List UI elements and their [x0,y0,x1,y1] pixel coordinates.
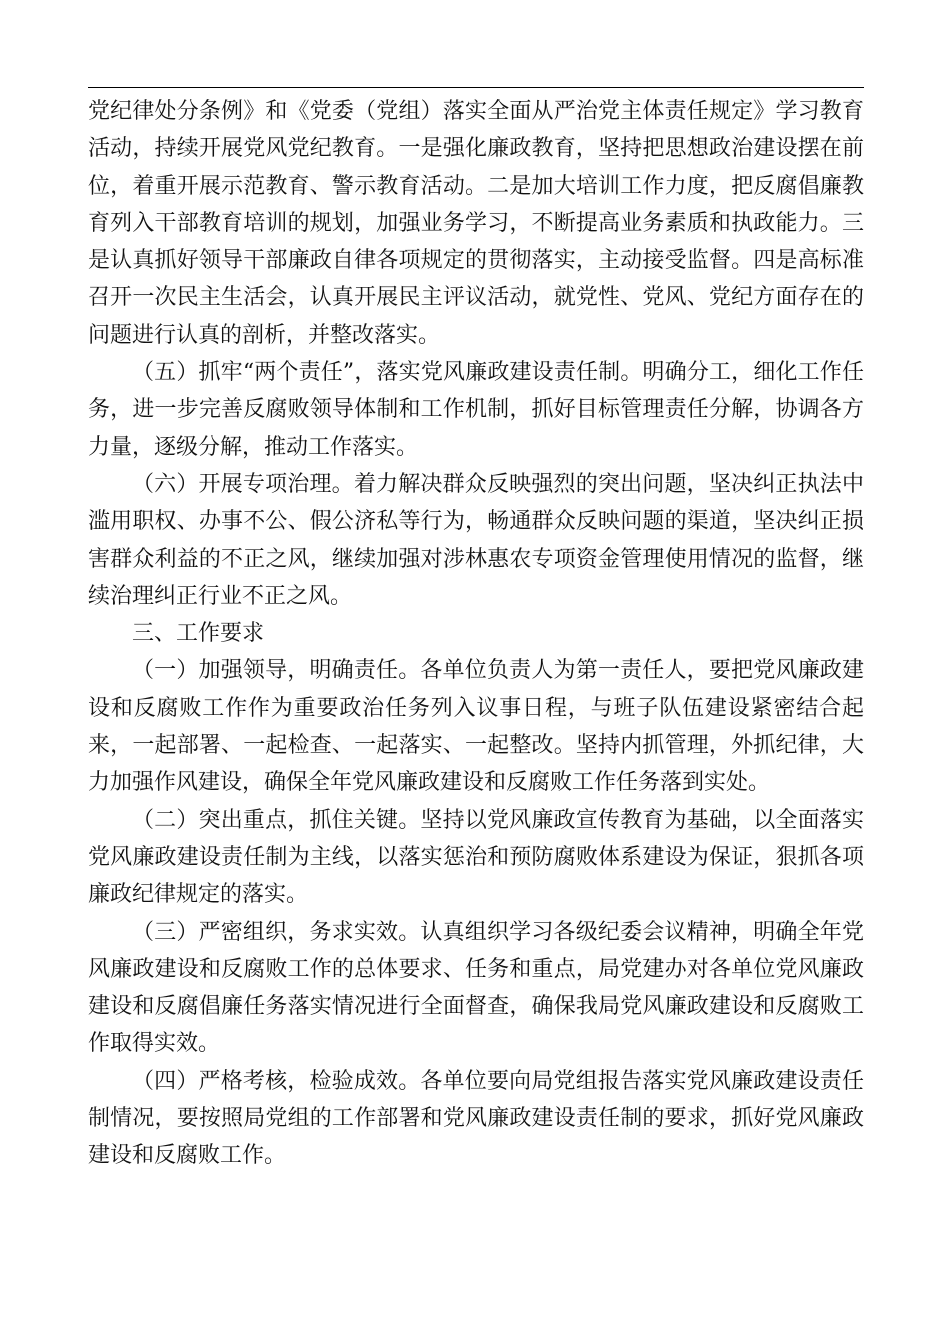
paragraph-item-6: （六）开展专项治理。着力解决群众反映强烈的突出问题，坚决纠正执法中滥用职权、办事不公、假公济私等行为，畅通群众反映问题的渠道，坚决纠正损害群众利益的不正之风，继续加强对涉林惠农专项资金管理使用情况的监督，继续治理纠正行业不正之风。 [88,471,864,609]
paragraph-requirement-4: （四）严格考核，检验成效。各单位要向局党组报告落实党风廉政建设责任制情况，要按照局党组的工作部署和党风廉政建设责任制的要求，抓好党风廉政建设和反腐败工作。 [88,1068,864,1169]
document-body [88,93,864,1175]
paragraph-continuation: 党纪律处分条例》和《党委（党组）落实全面从严治党主体责任规定》学习教育活动，持续开展党风党纪教育。一是强化廉政教育，坚持把思想政治建设摆在前位，着重开展示范教育、警示教育活动。二是加大培训工作力度，把反腐倡廉教育列入干部教育培训的规划，加强业务学习，不断提高业务素质和执政能力。三是认真抓好领导干部廉政自律各项规定的贯彻落实，主动接受监督。四是高标准召开一次民主生活会，认真开展民主评议活动，就党性、党风、党纪方面存在的问题进行认真的剖析，并整改落实。 [88,99,864,348]
section-heading-work-requirements: 三、工作要求 [132,621,265,647]
paragraph-item-5: （五）抓牢“两个责任”，落实党风廉政建设责任制。明确分工，细化工作任务，进一步完善反腐败领导体制和工作机制，抓好目标管理责任分解，协调各方力量，逐级分解，推动工作落实。 [88,360,864,460]
header-rule [88,87,864,88]
paragraph-requirement-2: （二）突出重点，抓住关键。坚持以党风廉政宣传教育为基础，以全面落实党风廉政建设责任制为主线，以落实惩治和预防腐败体系建设为保证，狠抓各项廉政纪律规定的落实。 [88,807,864,908]
paragraph-requirement-3: （三）严密组织，务求实效。认真组织学习各级纪委会议精神，明确全年党风廉政建设和反腐败工作的总体要求、任务和重点，局党建办对各单位党风廉政建设和反腐倡廉任务落实情况进行全面督查，确保我局党风廉政建设和反腐败工作取得实效。 [88,919,864,1057]
paragraph-requirement-1: （一）加强领导，明确责任。各单位负责人为第一责任人，要把党风廉政建设和反腐败工作作为重要政治任务列入议事日程，与班子队伍建设紧密结合起来，一起部署、一起检查、一起落实、一起整改。坚持内抓管理，外抓纪律，大力加强作风建设，确保全年党风廉政建设和反腐败工作任务落到实处。 [88,658,864,796]
